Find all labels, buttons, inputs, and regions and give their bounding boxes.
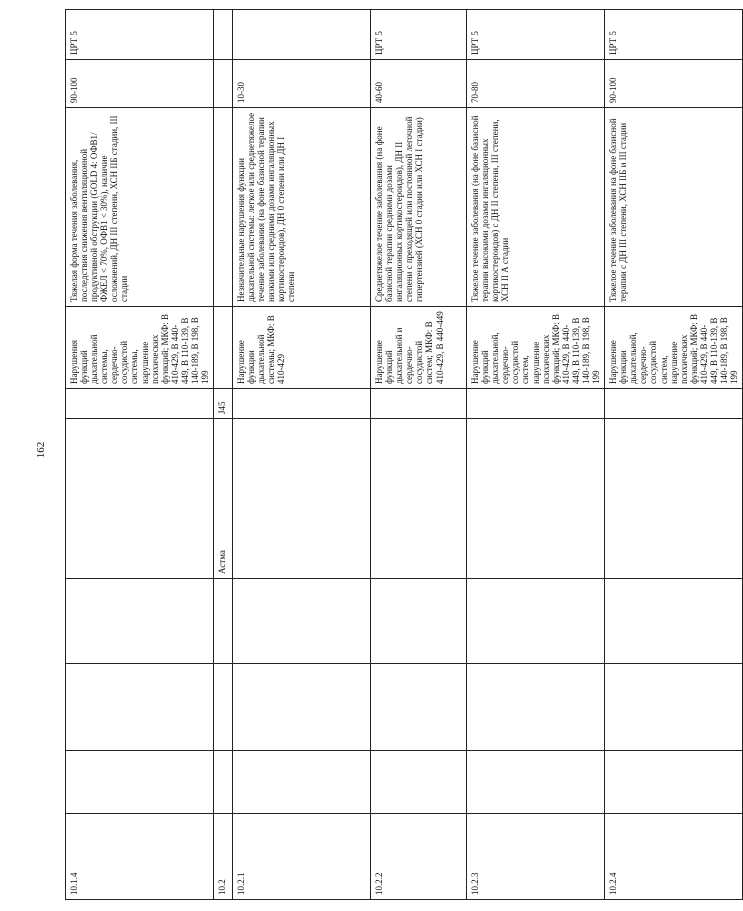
criterion-cell: ЦРТ 5	[66, 10, 214, 60]
impairment-cell: Нарушение функций дыхательной, сердечно-сосудистой систем, нарушение психических функций; МКФ: B 410-429, B 440-449, B 110-139, B 140-189, B 198, B 199	[467, 307, 605, 389]
empty-cell	[66, 579, 214, 664]
table-row	[605, 10, 743, 900]
impairment-cell: Нарушение функции дыхательной системы; МКФ: B 410-429	[233, 307, 371, 389]
description-cell	[214, 108, 233, 307]
description-cell: Тяжелое течение заболевания на фоне базисной терапии с ДН III степени, ХСН IIБ и III стадии	[605, 108, 743, 307]
impairment-cell	[214, 307, 233, 389]
impairment-cell: Нарушение функций дыхательной и сердечно-сосудистой систем; МКФ: B 410-429, B 440-449	[371, 307, 467, 389]
description-cell: Тяжелое течение заболевания (на фоне базисной терапии высокими дозами ингаляционных кортикостероидов) с ДН II степени, III степени, ХСН II А стадии	[467, 108, 605, 307]
empty-cell	[214, 579, 233, 664]
empty-cell	[214, 751, 233, 814]
empty-cell	[66, 664, 214, 751]
criterion-cell: ЦРТ 5	[467, 10, 605, 60]
rotated-table-frame	[65, 10, 740, 900]
criterion-cell: ЦРТ 5	[605, 10, 743, 60]
percent-cell: 90-100	[605, 60, 743, 108]
empty-cell	[371, 579, 467, 664]
empty-cell	[371, 751, 467, 814]
table-row	[233, 10, 371, 900]
page-number: 162	[35, 441, 47, 459]
table-row	[214, 10, 233, 900]
empty-cell	[467, 751, 605, 814]
table-row	[467, 10, 605, 900]
table-row	[66, 10, 214, 900]
criterion-cell	[233, 10, 371, 60]
empty-cell	[233, 664, 371, 751]
empty-cell	[66, 751, 214, 814]
disease-cell	[233, 419, 371, 579]
percent-cell: 40-60	[371, 60, 467, 108]
percent-cell	[214, 60, 233, 108]
description-cell: Незначительные нарушения функции дыхательной системы: легкое или среднетяжелое течение заболевания (на фоне базисной терапии низкими или средними дозами ингаляционных кортикостероидов), ДН 0 степени или ДН I степени	[233, 108, 371, 307]
code-cell: 10.2	[214, 814, 233, 900]
empty-cell	[605, 579, 743, 664]
percent-cell: 90-100	[66, 60, 214, 108]
icd-code-cell	[371, 389, 467, 419]
disease-cell: Астма	[214, 419, 233, 579]
percent-cell: 70-80	[467, 60, 605, 108]
disease-cell	[66, 419, 214, 579]
description-cell: Среднетяжелое течение заболевания (на фоне базисной терапии средними дозами ингаляционных кортикостероидов), ДН II степени с преходящей или постоянной легочной гипертензией (ХСН 0 стадии или ХСН I стадии)	[371, 108, 467, 307]
table-row	[371, 10, 467, 900]
icd-code-cell	[66, 389, 214, 419]
empty-cell	[233, 751, 371, 814]
description-cell: Тяжелая форма течения заболевания, последствия снижения вентиляционной продуктивной обструкции (GOLD 4: ОФВ1/ФЖЕЛ < 70%, ОФВ1 < 30%), наличие осложнений, ДН III степени, ХСН IIБ стадии, III стадии	[66, 108, 214, 307]
icd-code-cell	[605, 389, 743, 419]
empty-cell	[605, 751, 743, 814]
criterion-cell: ЦРТ 5	[371, 10, 467, 60]
disease-cell	[371, 419, 467, 579]
criteria-table	[65, 9, 743, 900]
empty-cell	[214, 664, 233, 751]
empty-cell	[467, 579, 605, 664]
percent-cell: 10-30	[233, 60, 371, 108]
icd-code-cell	[233, 389, 371, 419]
impairment-cell: Нарушение функции дыхательной, сердечно-сосудистой систем, нарушение психических функций; МКФ: B 410-429, B 440-449, B 110-139, B 140-189, B 198, B 199	[605, 307, 743, 389]
disease-cell	[605, 419, 743, 579]
empty-cell	[233, 579, 371, 664]
empty-cell	[371, 664, 467, 751]
impairment-cell: Нарушения функций дыхательной системы, сердечно-сосудистой системы, нарушение психических функций; МКФ: B 410-429, B 440-449, B 110-139, B 140-189, B 198, B 199	[66, 307, 214, 389]
code-cell: 10.2.2	[371, 814, 467, 900]
empty-cell	[467, 664, 605, 751]
criterion-cell	[214, 10, 233, 60]
icd-code-cell	[467, 389, 605, 419]
code-cell: 10.2.1	[233, 814, 371, 900]
code-cell: 10.2.3	[467, 814, 605, 900]
code-cell: 10.2.4	[605, 814, 743, 900]
icd-code-cell: J45	[214, 389, 233, 419]
disease-cell	[467, 419, 605, 579]
code-cell: 10.1.4	[66, 814, 214, 900]
empty-cell	[605, 664, 743, 751]
